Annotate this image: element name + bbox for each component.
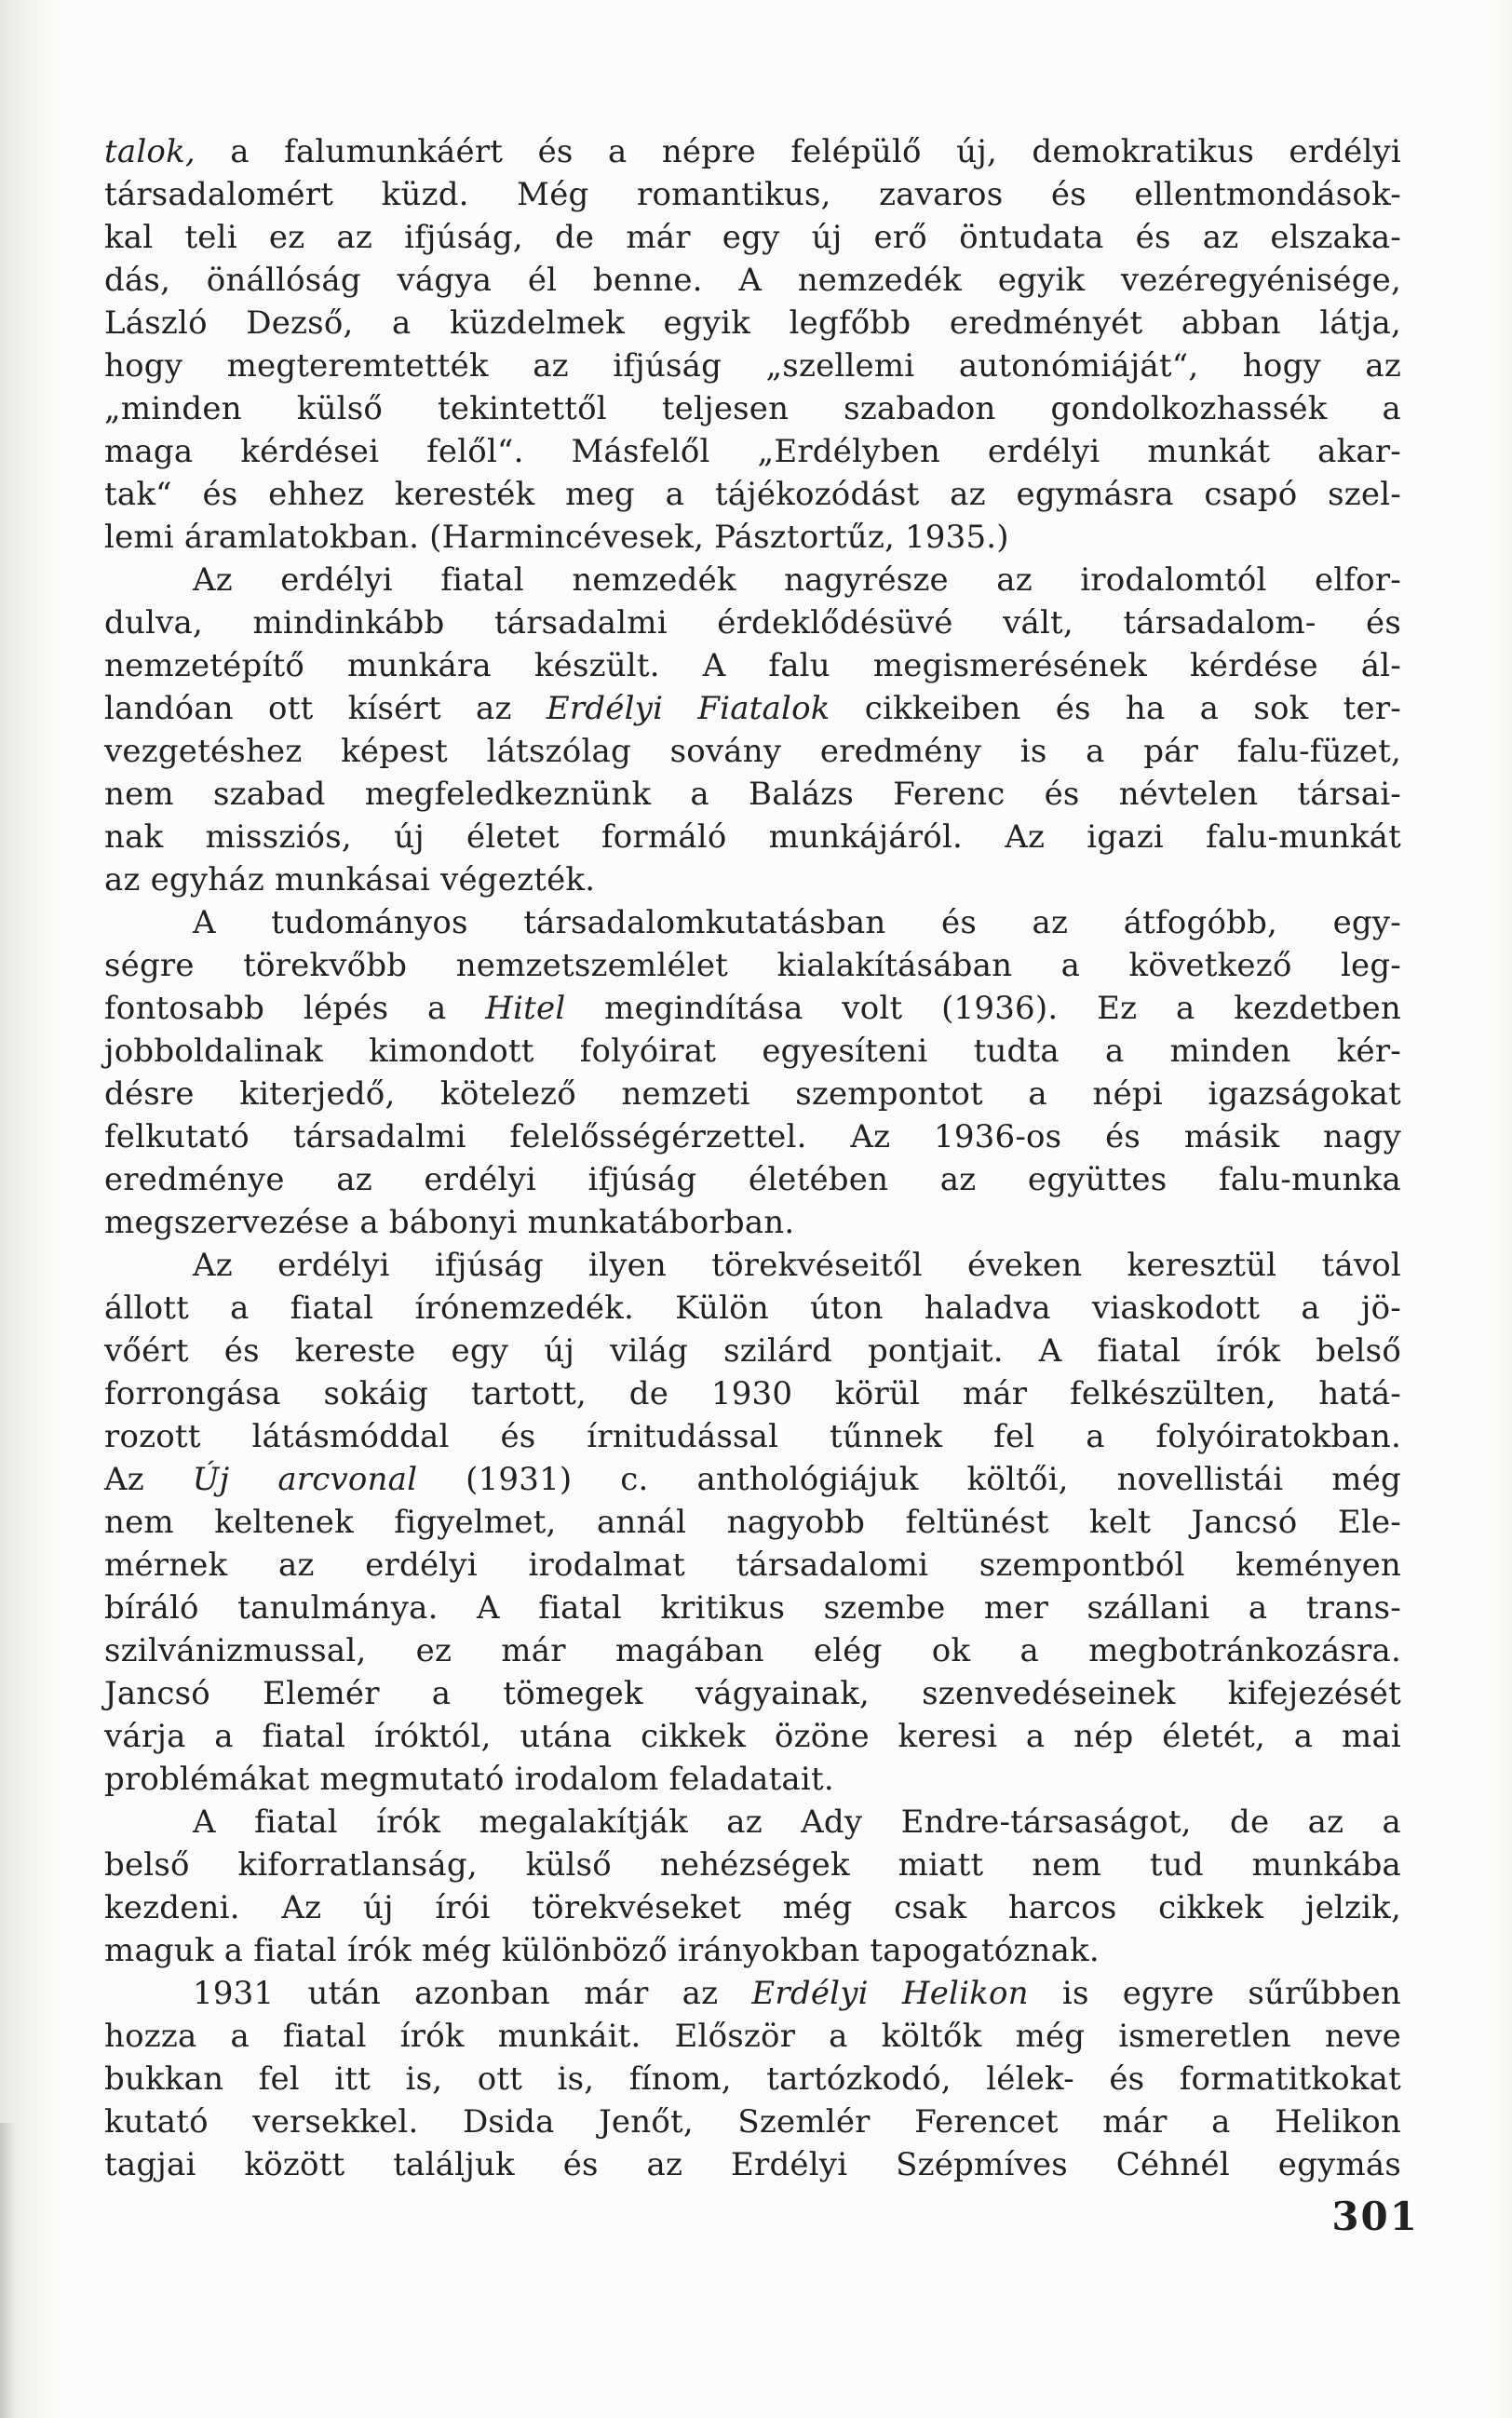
text-segment: nem keltenek figyelmet, annál nagyobb feltünést kelt Jancsó Ele- — [104, 1504, 1401, 1541]
text-line — [104, 1801, 1401, 1844]
italic-text-segment: talok, — [104, 133, 196, 170]
text-line — [104, 1972, 1401, 2015]
text-segment: bukkan fel itt is, ott is, fínom, tartózkodó, lélek- és formatitkokat — [104, 2060, 1401, 2098]
text-line — [104, 1201, 1401, 1244]
text-segment: vőért és kereste egy új világ szilárd pontjait. A fiatal írók belső — [104, 1332, 1401, 1370]
text-segment: nemzetépítő munkára készült. A falu megismerésének kérdése ál- — [104, 647, 1401, 684]
italic-text-segment: Erdélyi Fiatalok — [546, 690, 830, 727]
text-segment: hogy megteremtették az ifjúság „szellemi autonómiáját“, hogy az — [104, 347, 1401, 385]
text-segment: hozza a fiatal írók munkáit. Először a költők még ismeretlen neve — [104, 2018, 1401, 2055]
text-segment: lemi áramlatokban. (Harmincévesek, Pásztortűz, 1935.) — [104, 519, 1009, 556]
text-segment: felkutató társadalmi felelősségérzettel. Az 1936-os és másik nagy — [104, 1118, 1401, 1155]
text-segment: megszervezése a bábonyi munkatáborban. — [104, 1204, 795, 1241]
text-segment: jobboldalinak kimondott folyóirat egyesíteni tudta a minden kér- — [104, 1033, 1401, 1070]
text-line — [104, 1629, 1401, 1672]
text-segment: forrongása sokáig tartott, de 1930 körül már felkészülten, hatá- — [104, 1375, 1401, 1412]
text-line — [104, 173, 1401, 216]
text-segment: fontosabb lépés a — [104, 990, 486, 1027]
text-segment: 1931 után azonban már az — [193, 1975, 752, 2012]
text-line — [104, 473, 1401, 516]
text-line — [104, 1458, 1401, 1501]
text-line — [104, 1073, 1401, 1115]
text-segment: dulva, mindinkább társadalmi érdeklődésüvé vált, társadalom- és — [104, 604, 1401, 642]
text-segment: eredménye az erdélyi ifjúság életében az együttes falu-munka — [104, 1161, 1401, 1198]
text-block — [104, 130, 1401, 2186]
italic-text-segment: Erdélyi Helikon — [751, 1975, 1029, 2012]
text-segment: rozott látásmóddal és írnitudással tűnnek fel a folyóiratokban. — [104, 1418, 1401, 1455]
text-line — [104, 2143, 1401, 2186]
text-segment: tagjai között találjuk és az Erdélyi Szépmíves Céhnél egymás — [104, 2146, 1401, 2183]
text-segment: maga kérdései felől“. Másfelől „Erdélyben erdélyi munkát akar- — [104, 433, 1401, 470]
text-segment: tak“ és ehhez keresték meg a tájékozódást az egymásra csapó szel- — [104, 476, 1401, 513]
text-line — [104, 216, 1401, 259]
text-segment: Az erdélyi ifjúság ilyen törekvéseitől éveken keresztül távol — [193, 1247, 1401, 1284]
text-line — [104, 601, 1401, 644]
text-segment: kutató versekkel. Dsida Jenőt, Szemlér Ferencet már a Helikon — [104, 2103, 1401, 2141]
text-segment: (1931) c. anthológiájuk költői, novellistái még — [417, 1461, 1401, 1498]
scan-left-edge-dark-strip — [0, 2123, 15, 2418]
text-line — [104, 1844, 1401, 1886]
italic-text-segment: Új arcvonal — [192, 1461, 418, 1498]
text-line — [104, 430, 1401, 473]
text-segment: nem szabad megfeledkeznünk a Balázs Ferenc és névtelen társai- — [104, 776, 1401, 813]
text-line — [104, 1030, 1401, 1073]
text-segment: állott a fiatal írónemzedék. Külön úton haladva viaskodott a jö- — [104, 1290, 1401, 1327]
text-segment: dás, önállóság vágya él benne. A nemzedék egyik vezéregyénisége, — [104, 262, 1401, 299]
scan-left-edge-shading — [0, 0, 67, 2418]
text-line — [104, 1287, 1401, 1330]
text-line — [104, 516, 1401, 559]
text-segment: várja a fiatal íróktól, utána cikkek özöne keresi a nép életét, a mai — [104, 1718, 1401, 1755]
text-segment: A fiatal írók megalakítják az Ady Endre-társaságot, de az a — [193, 1803, 1401, 1841]
text-line — [104, 559, 1401, 601]
text-segment: „minden külső tekintettől teljesen szabadon gondolkozhassék a — [104, 390, 1401, 427]
text-line — [104, 644, 1401, 687]
text-line — [104, 1244, 1401, 1287]
text-segment: szilvánizmussal, ez már magában elég ok a megbotránkozásra. — [104, 1632, 1401, 1669]
text-segment: a falumunkáért és a népre felépülő új, demokratikus erdélyi — [195, 133, 1401, 170]
text-line — [104, 1115, 1401, 1158]
text-line — [104, 1587, 1401, 1629]
text-line — [104, 1415, 1401, 1458]
text-segment: kal teli ez az ifjúság, de már egy új erő öntudata és az elszaka- — [104, 219, 1401, 256]
text-segment: megindítása volt (1936). Ez a kezdetben — [565, 990, 1401, 1027]
page-number: 301 — [1331, 2194, 1419, 2239]
text-line — [104, 1758, 1401, 1801]
text-segment: cikkeiben és ha a sok ter- — [830, 690, 1401, 727]
text-line — [104, 858, 1401, 901]
text-line — [104, 944, 1401, 987]
text-segment: is egyre sűrűbben — [1028, 1975, 1401, 2012]
text-segment: mérnek az erdélyi irodalmat társadalomi szempontból keményen — [104, 1547, 1401, 1584]
text-line — [104, 687, 1401, 730]
text-segment: désre kiterjedő, kötelező nemzeti szempontot a népi igazságokat — [104, 1075, 1401, 1113]
text-line — [104, 2058, 1401, 2101]
text-segment: vezgetéshez képest látszólag sovány eredmény is a pár falu-füzet, — [104, 733, 1401, 770]
text-segment: Az erdélyi fiatal nemzedék nagyrésze az irodalomtól elfor- — [193, 561, 1401, 599]
text-line — [104, 1330, 1401, 1372]
text-segment: A tudományos társadalomkutatásban és az átfogóbb, egy- — [193, 904, 1401, 941]
text-segment: nak missziós, új életet formáló munkájáról. Az igazi falu-munkát — [104, 818, 1401, 856]
text-line — [104, 1715, 1401, 1758]
text-line — [104, 1544, 1401, 1587]
text-segment: kezdeni. Az új írói törekvéseket még csak harcos cikkek jelzik, — [104, 1889, 1401, 1926]
text-line — [104, 387, 1401, 430]
text-line — [104, 1886, 1401, 1929]
text-segment: László Dezső, a küzdelmek egyik legfőbb eredményét abban látja, — [104, 304, 1401, 342]
text-segment: belső kiforratlanság, külső nehézségek miatt nem tud munkába — [104, 1846, 1401, 1884]
text-line — [104, 1158, 1401, 1201]
text-line — [104, 730, 1401, 773]
text-segment: Az — [104, 1461, 193, 1498]
text-line — [104, 987, 1401, 1030]
text-line — [104, 1372, 1401, 1415]
scan-right-edge-shading — [1488, 0, 1512, 2418]
text-line — [104, 816, 1401, 858]
text-line — [104, 130, 1401, 173]
text-segment: társadalomért küzd. Még romantikus, zavaros és ellentmondások- — [104, 176, 1401, 213]
text-segment: az egyház munkásai végezték. — [104, 861, 596, 898]
text-line — [104, 344, 1401, 387]
text-segment: Jancsó Elemér a tömegek vágyainak, szenvedéseinek kifejezését — [104, 1675, 1401, 1712]
text-line — [104, 1672, 1401, 1715]
text-line — [104, 1501, 1401, 1544]
text-segment: ségre törekvőbb nemzetszemlélet kialakításában a következő leg- — [104, 947, 1401, 984]
text-segment: problémákat megmutató irodalom feladatait. — [104, 1761, 834, 1798]
text-line — [104, 1929, 1401, 1972]
text-line — [104, 2015, 1401, 2058]
text-line — [104, 901, 1401, 944]
text-line — [104, 773, 1401, 816]
text-line — [104, 2101, 1401, 2143]
italic-text-segment: Hitel — [485, 990, 566, 1027]
text-line — [104, 259, 1401, 302]
text-line — [104, 302, 1401, 344]
text-segment: landóan ott kísért az — [104, 690, 547, 727]
text-segment: bíráló tanulmánya. A fiatal kritikus szembe mer szállani a trans- — [104, 1589, 1401, 1627]
text-segment: maguk a fiatal írók még különböző irányokban tapogatóznak. — [104, 1932, 1100, 1969]
